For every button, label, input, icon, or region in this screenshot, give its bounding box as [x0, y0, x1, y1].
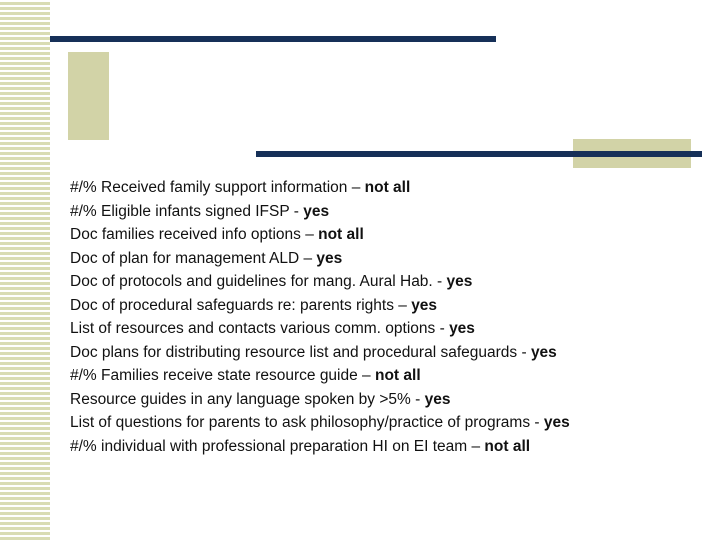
top-rule [50, 36, 496, 42]
item-text: Doc of procedural safeguards re: parents rights [70, 296, 394, 314]
list-item [70, 364, 715, 388]
item-status: yes [303, 202, 330, 220]
list-item [70, 341, 715, 365]
item-separator: – [347, 179, 365, 196]
list-item [70, 247, 715, 271]
item-status: yes [424, 390, 451, 408]
item-status: yes [446, 273, 473, 290]
list-item [70, 388, 715, 412]
item-separator: – [393, 296, 412, 314]
left-stripe-decoration [0, 0, 50, 540]
list-item [70, 294, 715, 318]
item-separator: – [300, 226, 319, 243]
list-item [70, 411, 715, 435]
item-separator: – [357, 367, 375, 384]
item-text: #/% Received family support information [70, 179, 348, 196]
item-text: #/% individual with professional preparation HI on EI team [70, 437, 468, 455]
middle-rule [256, 151, 702, 157]
item-status: yes [449, 320, 475, 337]
item-status: not all [318, 226, 364, 243]
list-item [70, 223, 715, 247]
item-status: yes [543, 414, 570, 431]
list-item [70, 317, 715, 341]
item-text: Doc of plan for management ALD [70, 249, 300, 267]
item-text: Resource guides in any language spoken by >5% [70, 390, 411, 408]
item-text: List of questions for parents to ask philosophy/practice of programs [70, 414, 531, 431]
list-item [70, 176, 715, 200]
list-item [70, 200, 715, 224]
item-text: List of resources and contacts various comm. options [70, 320, 436, 337]
item-status: not all [364, 179, 411, 196]
item-separator: - [432, 273, 447, 290]
list-item [70, 435, 715, 459]
item-text: Doc plans for distributing resource list and procedural safeguards [70, 343, 518, 361]
item-text: Doc of protocols and guidelines for mang. Aural Hab. [70, 273, 433, 290]
item-status: not all [374, 367, 421, 384]
indicator-list [70, 176, 715, 458]
item-status: not all [484, 437, 531, 455]
item-separator: - [289, 202, 304, 220]
item-text: #/% Families receive state resource guide [70, 367, 358, 384]
khaki-block-left [68, 52, 109, 140]
item-separator: - [410, 390, 425, 408]
item-text: Doc families received info options [70, 226, 301, 243]
item-status: yes [316, 249, 343, 267]
list-item [70, 270, 715, 294]
item-status: yes [411, 296, 438, 314]
item-separator: - [435, 320, 450, 337]
item-separator: – [467, 437, 485, 455]
item-separator: – [299, 249, 317, 267]
item-status: yes [530, 343, 557, 361]
item-separator: - [530, 414, 544, 431]
item-text: #/% Eligible infants signed IFSP [70, 202, 290, 220]
item-separator: - [517, 343, 531, 361]
